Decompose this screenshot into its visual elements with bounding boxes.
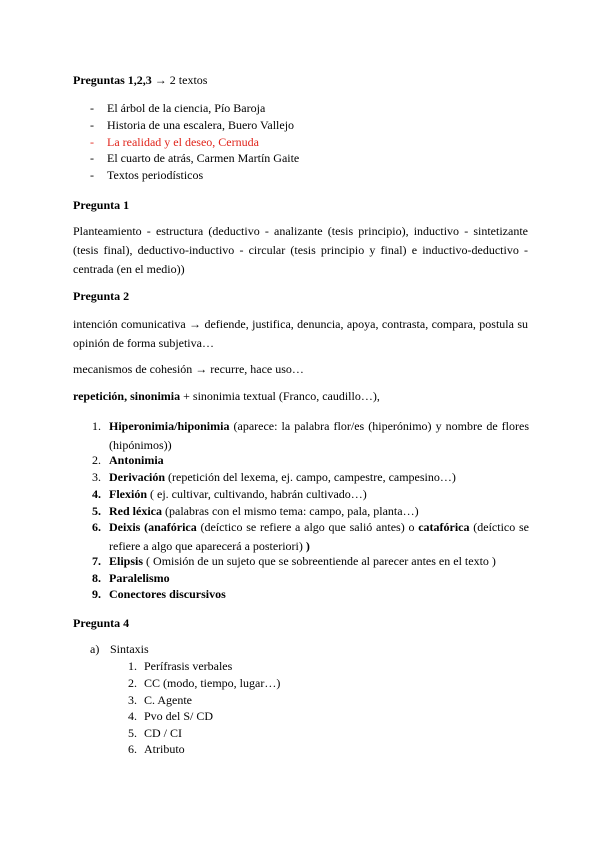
repeticion-bold: repetición, sinonimia <box>73 389 181 403</box>
term: Derivación <box>109 470 165 484</box>
list-item-text: CD / CI <box>144 726 183 740</box>
list-item <box>90 118 294 133</box>
term: Flexión <box>109 487 147 501</box>
list-item-text: El cuarto de atrás, Carmen Martín Gaite <box>107 151 300 165</box>
list-item-text: Sintaxis <box>110 642 149 656</box>
term-description: (repetición del lexema, ej. campo, campestre, campesino…) <box>165 470 456 484</box>
paragraph-mecanismos: mecanismos de cohesión → recurre, hace uso… <box>73 362 304 376</box>
list-item-text: Perífrasis verbales <box>144 659 233 673</box>
bullet: - <box>90 135 94 149</box>
list-item-text: La realidad y el deseo, Cernuda <box>107 135 259 149</box>
list-item <box>90 101 265 116</box>
list-number: 6. <box>92 520 101 534</box>
section-heading-pregunta-4: Pregunta 4 <box>73 616 130 630</box>
term: Red léxica <box>109 504 162 518</box>
list-number: 2. <box>92 453 101 467</box>
list-item <box>90 168 203 183</box>
list-number: 5. <box>128 726 137 740</box>
list-item-text: C. Agente <box>144 693 192 707</box>
list-number: 3. <box>92 470 101 484</box>
list-number: 3. <box>128 693 137 707</box>
list-item-highlighted <box>90 135 259 150</box>
list-number: 2. <box>128 676 137 690</box>
term-description: ( Omisión de un sujeto que se sobreentiende al parecer antes en el texto ) <box>143 554 496 568</box>
sub-list-item <box>128 693 192 708</box>
paragraph-repeticion <box>73 387 528 406</box>
paragraph-intencion: intención comunicativa → defiende, justifica, denuncia, apoya, contrasta, compara, postula su opinión de forma subjetiva… <box>73 317 528 350</box>
sub-list-item <box>128 726 182 741</box>
sub-list-item <box>128 709 213 724</box>
list-item-text: CC (modo, tiempo, lugar…) <box>144 676 281 690</box>
bullet: - <box>90 151 94 165</box>
list-number: 7. <box>92 554 101 568</box>
sub-list-item <box>128 659 232 674</box>
list-item <box>92 585 529 604</box>
list-number: 1. <box>92 419 101 433</box>
list-number: 4. <box>128 709 137 723</box>
term-description: (deíctico se refiere a algo que salió antes) o <box>196 520 419 534</box>
list-item <box>92 417 529 455</box>
bullet: - <box>90 168 94 182</box>
term: Antonimia <box>109 453 164 467</box>
section-heading-pregunta-1: Pregunta 1 <box>73 198 130 212</box>
paragraph-pregunta-1: Planteamiento - estructura (deductivo - analizante (tesis principio), inductivo - sintetizante (tesis final), deductivo-inductivo - circular (tesis principio y final) e inductivo-deductivo - centrada (en el medio)) <box>73 224 528 276</box>
list-item-text: Atributo <box>144 742 185 756</box>
list-number: 1. <box>128 659 137 673</box>
term-description: ( ej. cultivar, cultivando, habrán cultivado…) <box>147 487 367 501</box>
term-description: (palabras con el mismo tema: campo, pala, planta…) <box>162 504 419 518</box>
list-number: 6. <box>128 742 137 756</box>
list-item-text: Historia de una escalera, Buero Vallejo <box>107 118 295 132</box>
heading-bold: Preguntas 1,2,3 <box>73 73 152 87</box>
list-item-text: Pvo del S/ CD <box>144 709 214 723</box>
sub-list-item <box>128 676 280 691</box>
list-item-text: Textos periodísticos <box>107 168 204 182</box>
term-description-secondary: (deíctico se refiere a algo que aparecerá a posteriori) <box>109 520 529 553</box>
bullet: - <box>90 101 94 115</box>
term-description: (aparece: la palabra flor/es (hiperónimo) y nombre de flores (hipónimos)) <box>109 419 529 452</box>
list-number: 4. <box>92 487 101 501</box>
term: Elipsis <box>109 554 144 568</box>
list-letter: a) <box>90 642 100 656</box>
sub-list-item <box>128 742 185 757</box>
heading-rest: → 2 textos <box>151 73 208 87</box>
repeticion-rest: + sinonimia textual (Franco, caudillo…), <box>180 389 380 403</box>
closing-paren: ) <box>305 539 310 553</box>
term: Paralelismo <box>109 571 170 585</box>
term: Deixis (anafórica <box>109 520 197 534</box>
list-item <box>92 518 529 556</box>
list-number: 5. <box>92 504 101 518</box>
bullet: - <box>90 118 94 132</box>
term: Conectores discursivos <box>109 587 226 601</box>
list-number: 8. <box>92 571 101 585</box>
list-item-sintaxis <box>90 642 149 657</box>
section-heading-pregunta-2: Pregunta 2 <box>73 289 130 303</box>
term: Hiperonimia/hiponimia <box>109 419 230 433</box>
list-item-text: El árbol de la ciencia, Pío Baroja <box>107 101 266 115</box>
term-secondary: catafórica <box>418 520 470 534</box>
list-item <box>90 151 299 166</box>
section-heading-preguntas <box>73 73 207 88</box>
list-number: 9. <box>92 587 101 601</box>
